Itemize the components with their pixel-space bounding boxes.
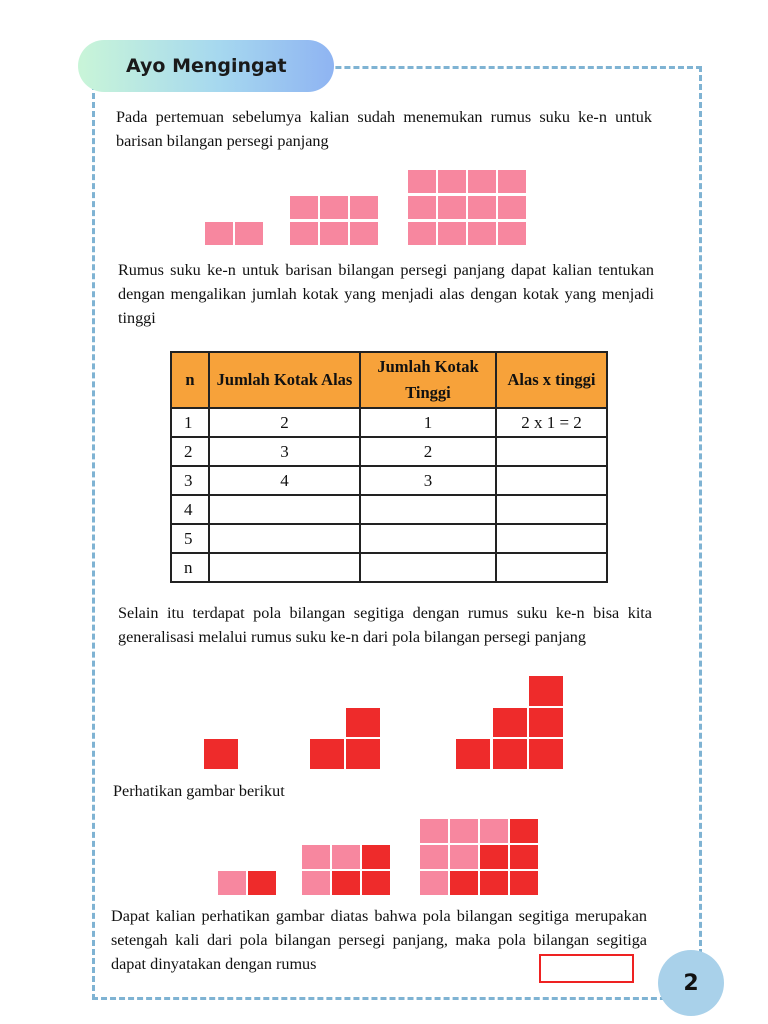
formula-answer-box[interactable] bbox=[539, 954, 634, 983]
pink-block bbox=[468, 196, 496, 219]
table-cell[interactable] bbox=[496, 466, 607, 495]
table-cell[interactable] bbox=[496, 437, 607, 466]
red-block bbox=[493, 739, 527, 769]
table-cell: 3 bbox=[209, 437, 360, 466]
red-block bbox=[510, 845, 538, 869]
table-cell: 4 bbox=[209, 466, 360, 495]
table-cell: 1 bbox=[171, 408, 209, 437]
pink-block bbox=[290, 196, 318, 219]
header-alas: Jumlah Kotak Alas bbox=[209, 352, 360, 408]
pink-block bbox=[420, 845, 448, 869]
table-cell[interactable] bbox=[360, 495, 496, 524]
pink-block bbox=[350, 196, 378, 219]
pink-block bbox=[205, 222, 233, 245]
pink-block bbox=[468, 222, 496, 245]
pink-block bbox=[420, 819, 448, 843]
table-cell: 5 bbox=[171, 524, 209, 553]
header-tinggi: Jumlah Kotak Tinggi bbox=[360, 352, 496, 408]
table-cell: 2 bbox=[360, 437, 496, 466]
red-block bbox=[362, 871, 390, 895]
table-cell[interactable] bbox=[496, 495, 607, 524]
pink-block bbox=[498, 222, 526, 245]
pink-block bbox=[290, 222, 318, 245]
header-product: Alas x tinggi bbox=[496, 352, 607, 408]
red-block bbox=[510, 871, 538, 895]
red-block bbox=[310, 739, 344, 769]
triangle-paragraph: Selain itu terdapat pola bilangan segitiga dengan rumus suku ke-n bisa kita generalisasi melalui rumus suku ke-n dari pola bilangan persegi panjang bbox=[118, 604, 652, 646]
pink-block bbox=[302, 871, 330, 895]
page-number: 2 bbox=[683, 970, 699, 996]
conclusion-paragraph: Dapat kalian perhatikan gambar diatas bahwa pola bilangan segitiga merupakan setengah kali dari pola bilangan persegi panjang, maka pola bilangan segitiga dapat dinyatakan dengan rumus bbox=[111, 907, 647, 973]
red-block bbox=[362, 845, 390, 869]
pink-block bbox=[450, 819, 478, 843]
table-cell: 3 bbox=[360, 466, 496, 495]
pink-block bbox=[302, 845, 330, 869]
section-heading bbox=[78, 40, 334, 92]
pink-block bbox=[498, 170, 526, 193]
table-row bbox=[171, 524, 607, 553]
table-cell: 1 bbox=[360, 408, 496, 437]
table-cell: 2 x 1 = 2 bbox=[496, 408, 607, 437]
pink-block bbox=[468, 170, 496, 193]
red-block bbox=[456, 739, 490, 769]
table-row bbox=[171, 408, 607, 437]
red-block bbox=[529, 676, 563, 706]
red-block bbox=[346, 708, 380, 737]
red-block bbox=[332, 871, 360, 895]
observe-text: Perhatikan gambar berikut bbox=[113, 782, 285, 800]
pink-block bbox=[320, 222, 348, 245]
red-block bbox=[204, 739, 238, 769]
pink-block bbox=[438, 222, 466, 245]
pink-block bbox=[218, 871, 246, 895]
table-cell[interactable] bbox=[209, 524, 360, 553]
red-block bbox=[529, 739, 563, 769]
table-cell: n bbox=[171, 553, 209, 582]
table-cell[interactable] bbox=[496, 524, 607, 553]
pink-block bbox=[438, 170, 466, 193]
table-header-row bbox=[171, 352, 607, 408]
red-block bbox=[450, 871, 478, 895]
table-cell: 2 bbox=[209, 408, 360, 437]
table-cell: 3 bbox=[171, 466, 209, 495]
pink-block bbox=[332, 845, 360, 869]
pink-block bbox=[408, 222, 436, 245]
pink-block bbox=[450, 845, 478, 869]
pink-block bbox=[320, 196, 348, 219]
page-number-badge bbox=[658, 950, 724, 1016]
pink-block bbox=[480, 819, 508, 843]
data-table bbox=[170, 351, 608, 583]
red-block bbox=[480, 871, 508, 895]
table-cell: 4 bbox=[171, 495, 209, 524]
table-row bbox=[171, 466, 607, 495]
red-block bbox=[493, 708, 527, 737]
red-block bbox=[480, 845, 508, 869]
pink-block bbox=[350, 222, 378, 245]
pink-block bbox=[235, 222, 263, 245]
pink-block bbox=[408, 170, 436, 193]
pink-block bbox=[408, 196, 436, 219]
pink-block bbox=[438, 196, 466, 219]
table-cell: 2 bbox=[171, 437, 209, 466]
intro-paragraph: Pada pertemuan sebelumya kalian sudah menemukan rumus suku ke-n untuk barisan bilangan persegi panjang bbox=[116, 108, 652, 150]
pink-block bbox=[420, 871, 448, 895]
red-block bbox=[248, 871, 276, 895]
red-block bbox=[529, 708, 563, 737]
pink-block bbox=[498, 196, 526, 219]
table-cell[interactable] bbox=[496, 553, 607, 582]
table-cell[interactable] bbox=[209, 495, 360, 524]
table-cell[interactable] bbox=[360, 553, 496, 582]
table-cell[interactable] bbox=[360, 524, 496, 553]
section-title: Ayo Mengingat bbox=[126, 55, 287, 77]
red-block bbox=[510, 819, 538, 843]
table-row bbox=[171, 437, 607, 466]
table-cell[interactable] bbox=[209, 553, 360, 582]
rectangle-explanation: Rumus suku ke-n untuk barisan bilangan persegi panjang dapat kalian tentukan dengan mengalikan jumlah kotak yang menjadi alas dengan kotak yang menjadi tinggi bbox=[118, 261, 654, 327]
table-row bbox=[171, 553, 607, 582]
header-n: n bbox=[171, 352, 209, 408]
table-row bbox=[171, 495, 607, 524]
red-block bbox=[346, 739, 380, 769]
